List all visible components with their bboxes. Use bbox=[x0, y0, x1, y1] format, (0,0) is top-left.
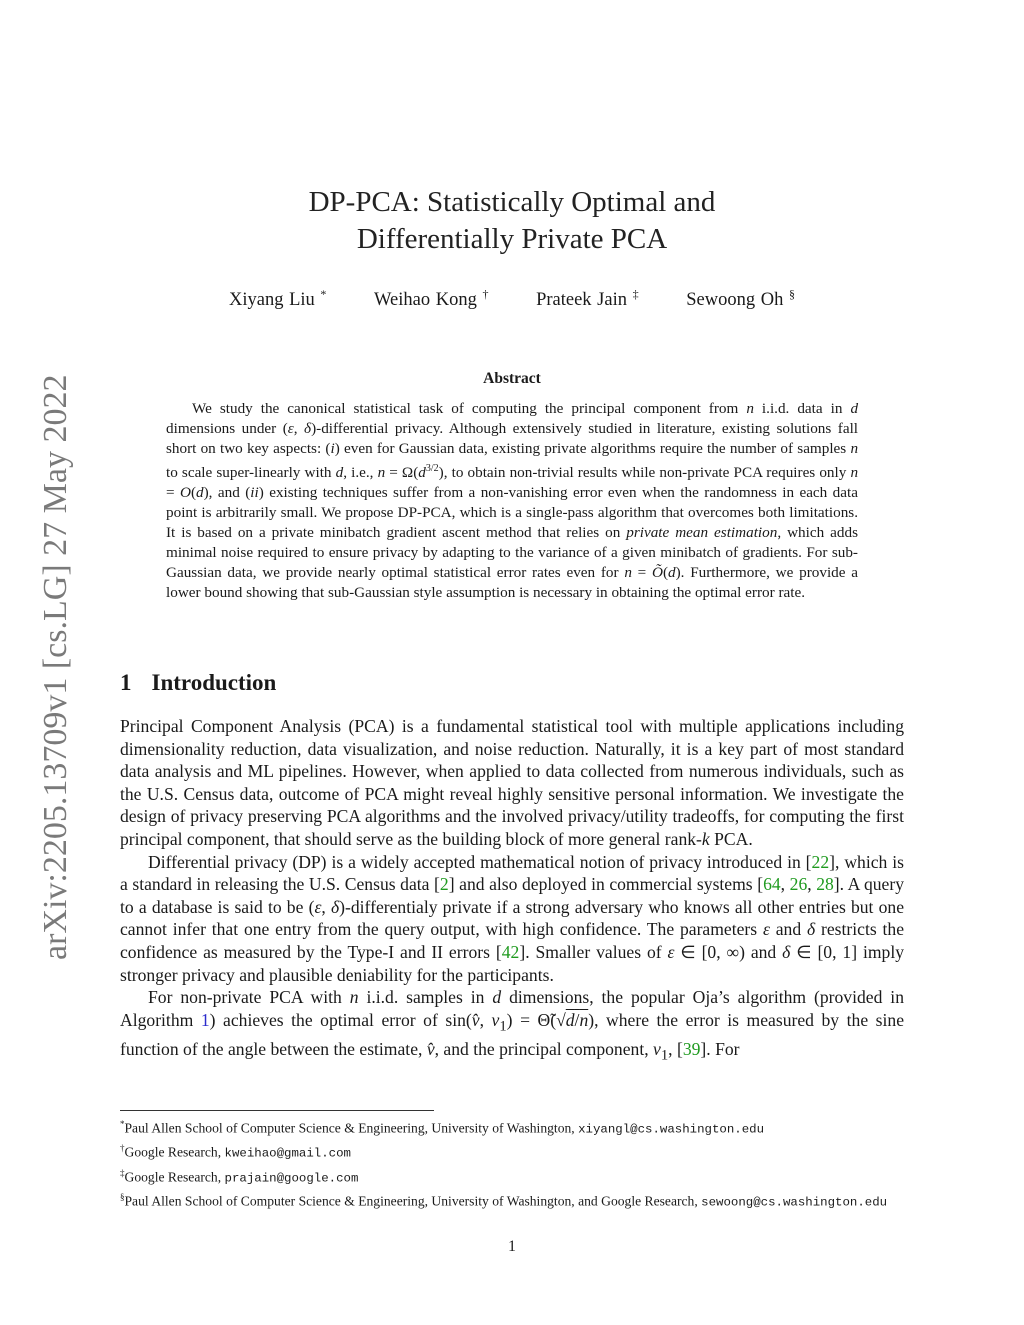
section-title: Introduction bbox=[151, 670, 277, 695]
author-mark: * bbox=[320, 287, 327, 301]
author-mark: ‡ bbox=[632, 287, 639, 301]
section-heading-introduction bbox=[120, 670, 276, 696]
intro-paragraph-2: Differential privacy (DP) is a widely accepted mathematical notion of privacy introduced in [22], which is a standard in releasing the U.S. Census data [2] and also deployed in commercial systems [64, 26, 28]. A query to a database is said to be (ε, δ)-differentialy private if a strong adversary who knows all other entries but one cannot infer that one entry from the query output, with high confidence. The parameters ε and δ restricts the confidence as measured by the Type-I and II errors [42]. Smaller values of ε ∈ [0, ∞) and δ ∈ [0, 1] imply stronger privacy and plausible deniability for the participants. bbox=[120, 851, 905, 985]
abstract-heading: Abstract bbox=[483, 370, 541, 387]
author bbox=[686, 287, 795, 311]
footnote: †Google Research, kweihao@gmail.com bbox=[120, 1143, 351, 1161]
introduction-body bbox=[120, 715, 904, 1067]
footnote: *Paul Allen School of Computer Science & Engineering, University of Washington, xiyangl@cs.washington.edu bbox=[120, 1119, 764, 1137]
section-number: 1 bbox=[120, 670, 132, 695]
author-name: Sewoong Oh bbox=[686, 290, 784, 311]
title-line-1: DP-PCA: Statistically Optimal and bbox=[308, 186, 716, 218]
citation-link[interactable]: 42 bbox=[501, 941, 520, 962]
author bbox=[536, 287, 639, 311]
email-link[interactable]: kweihao@gmail.com bbox=[224, 1146, 351, 1161]
citation-link[interactable]: 26 bbox=[789, 874, 808, 895]
author bbox=[374, 287, 489, 311]
footnotes bbox=[120, 1115, 904, 1212]
author-mark: † bbox=[482, 287, 489, 301]
author bbox=[229, 287, 327, 311]
citation-link[interactable]: 64 bbox=[763, 874, 781, 895]
arxiv-identifier-stamp: arXiv:2205.13709v1 [cs.LG] 27 May 2022 bbox=[37, 374, 74, 960]
author-name: Weihao Kong bbox=[374, 290, 477, 311]
citation-link[interactable]: 39 bbox=[682, 1038, 701, 1059]
title-line-2: Differentially Private PCA bbox=[356, 223, 668, 255]
abstract-body bbox=[166, 399, 858, 603]
abstract-paragraph: We study the canonical statistical task of computing the principal component from n i.i.d. data in d dimensions under (ε, δ)-differential privacy. Although extensively studied in literature, existing solutions fall short on two key aspects: (i) even for Gaussian data, existing private algorithms require the number of samples n to scale super-linearly with d, i.e., $n = \Omega(d^{3/2})$, to obtain non-trivial results while non-private PCA requires only n = O(d), and (ii) existing techniques suffer from a non-vanishing error even when the randomness in each data point is arbitrarily small. We propose DP-PCA, which is a single-pass algorithm that overcomes both limitations. It is based on a private minibatch gradient ascent method that relies on private mean estimation, which adds minimal noise required to ensure privacy by adapting to the variance of a given minibatch of gradients. For sub-Gaussian data, we provide nearly optimal statistical error rates even for n = Õ(d). Furthermore, we provide a lower bound showing that sub-Gaussian style assumption is necessary in obtaining the optimal error rate. bbox=[166, 400, 859, 602]
author-mark: § bbox=[788, 287, 795, 301]
algorithm-reference-link[interactable]: 1 bbox=[200, 1009, 210, 1030]
page-number: 1 bbox=[508, 1238, 516, 1255]
intro-paragraph-1: Principal Component Analysis (PCA) is a fundamental statistical tool with multiple applications including dimensionality reduction, data visualization, and noise reduction. Naturally, it is a key part of most standard data analysis and ML pipelines. However, when applied to data collected from numerous individuals, such as the U.S. Census data, outcome of PCA might reveal highly sensitive personal information. We investigate the design of privacy preserving PCA algorithms and the involved privacy/utility tradeoffs, for computing the first principal component, that should serve as the building block of more general rank-k PCA. bbox=[120, 716, 904, 849]
author-name: Prateek Jain bbox=[536, 290, 627, 311]
paper-title bbox=[120, 184, 904, 258]
citation-link[interactable]: 28 bbox=[816, 874, 834, 895]
author-list bbox=[120, 282, 904, 312]
footnote-divider bbox=[120, 1110, 434, 1111]
email-link[interactable]: sewoong@cs.washington.edu bbox=[701, 1195, 888, 1210]
intro-paragraph-3: For non-private PCA with n i.i.d. samples in d dimensions, the popular Oja’s algorithm (provided in Algorithm 1) achieves the optimal error of sin(v̂, $v_1$) = Θ̃(√d/n), where the error is measured by the sine function of the angle between the estimate, v̂, and the principal component, $v_1$, [39]. For bbox=[120, 987, 905, 1064]
email-link[interactable]: prajain@google.com bbox=[224, 1171, 359, 1186]
citation-link[interactable]: 22 bbox=[811, 851, 830, 872]
citation-link[interactable]: 2 bbox=[439, 874, 449, 895]
footnote: §Paul Allen School of Computer Science & Engineering, University of Washington, and Google Research, sewoong@cs.washington.edu bbox=[120, 1191, 888, 1210]
footnote: ‡Google Research, prajain@google.com bbox=[120, 1167, 359, 1186]
author-name: Xiyang Liu bbox=[229, 290, 315, 311]
email-link[interactable]: xiyangl@cs.washington.edu bbox=[578, 1122, 764, 1137]
